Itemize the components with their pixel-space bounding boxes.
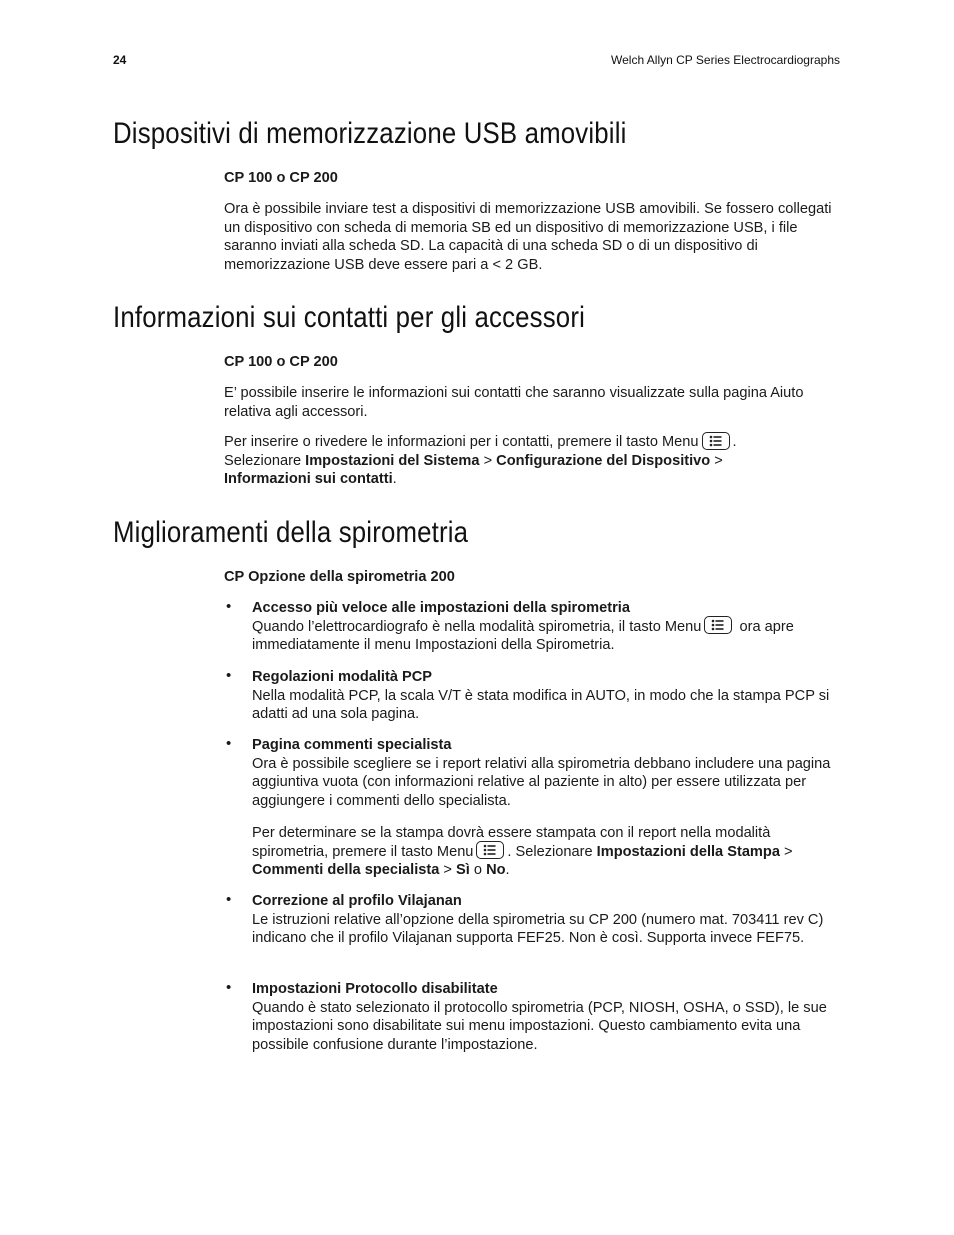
menu-key-icon [702,432,730,450]
subheading-usb: CP 100 o CP 200 [224,170,338,186]
list-item-protocol-settings [252,980,844,1054]
menu-path-separator: > [784,843,793,860]
list-item-vilajanan [252,892,844,948]
list-item-specialist-instructions [252,824,844,880]
contacts-text-a: Per inserire o rivedere le informazioni per i contatti, premere il tasto Menu [224,434,699,450]
menu-option-no: No [486,862,506,879]
menu-path-contact-info: Informazioni sui contatti [224,471,393,488]
list-item-text: Quando è stato selezionato il protocollo spirometria (PCP, NIOSH, OSHA, o SSD), le sue impostazioni sono disabilitate sui menu impostazioni. Questo cambiamento evita una possibile confusione durante l’impostazione. [252,999,827,1053]
list-item-title: Pagina commenti specialista [252,737,452,753]
list-item-title: Impostazioni Protocollo disabilitate [252,981,498,997]
list-item-text: ora apre immediatamente il menu Impostazioni della Spirometria. [252,618,794,654]
menu-path-specialist-comments: Commenti della specialista [252,862,440,879]
list-item-title: Correzione al profilo Vilajanan [252,893,462,909]
list-item-text: o [473,862,482,879]
menu-path-separator: > [483,452,493,469]
list-item-title: Accesso più veloce alle impostazioni della spirometria [252,600,630,616]
contacts-text-end: . [392,471,397,488]
paragraph-contacts-intro: E’ possibile inserire le informazioni sui contatti che saranno visualizzate sulla pagina Aiuto relativa agli accessori. [224,385,804,420]
list-item-text: . [505,862,510,879]
list-item-pcp-mode [252,668,844,724]
bullet-marker: • [226,891,232,908]
list-item-title: Regolazioni modalità PCP [252,669,433,685]
heading-usb-storage: Dispositivi di memorizzazione USB amovibili [113,117,627,150]
heading-spirometry: Miglioramenti della spirometria [113,516,469,549]
list-item-text: Le istruzioni relative all’opzione della spirometria su CP 200 (numero mat. 703411 rev C) indicano che il profilo Vilajanan supporta FEF25. Non è così. Supporta invece FEF75. [252,911,824,947]
heading-contacts: Informazioni sui contatti per gli accessori [113,301,586,334]
list-item-text: Ora è possibile scegliere se i report relativi alla spirometria debbano includere una pagina aggiuntiva vuota (con informazioni relative al paziente in alto) per essere utilizzata per aggiungere i commenti dello specialista. [252,755,831,809]
contacts-text-period: . [732,434,737,450]
paragraph-contacts-instructions [224,433,844,489]
bullet-marker: • [226,667,232,684]
list-item-text: Nella modalità PCP, la scala V/T è stata modifica in AUTO, in modo che la stampa PCP si adatti ad una sola pagina. [252,687,830,723]
menu-path-device-config: Configurazione del Dispositivo [496,452,711,469]
menu-path-print-settings: Impostazioni della Stampa [596,843,780,860]
subheading-contacts: CP 100 o CP 200 [224,354,338,370]
menu-path-system-settings: Impostazioni del Sistema [305,452,480,469]
list-item-text: Per determinare se la stampa dovrà essere stampata con il report nella modalità spirometria, premere il tasto Menu [252,825,771,860]
menu-option-yes: Sì [456,862,470,879]
menu-path-separator: > [714,452,723,469]
bullet-marker: • [226,735,232,752]
list-item-specialist-comments [252,736,844,810]
list-item-fast-access [252,599,844,655]
list-item-text: . Selezionare [507,843,593,860]
subheading-spirometry: CP Opzione della spirometria 200 [224,569,455,585]
menu-key-icon [476,841,504,859]
menu-key-icon [704,616,732,634]
contacts-text-select: Selezionare [224,452,302,469]
bullet-marker: • [226,979,232,996]
document-title: Welch Allyn CP Series Electrocardiographs [611,53,840,67]
menu-path-separator: > [443,862,452,879]
page-number: 24 [113,53,127,67]
list-item-text: Quando l’elettrocardiografo è nella modalità spirometria, il tasto Menu [252,618,702,635]
paragraph-usb: Ora è possibile inviare test a dispositivi di memorizzazione USB amovibili. Se fossero collegati un dispositivo con scheda di memoria SB ed un dispositivo di memorizzazione USB, i file saranno inviati alla scheda SD. La capacità di una scheda SD o di un dispositivo di memorizzazione USB deve essere pari a < 2 GB. [224,201,832,273]
bullet-marker: • [226,598,232,615]
